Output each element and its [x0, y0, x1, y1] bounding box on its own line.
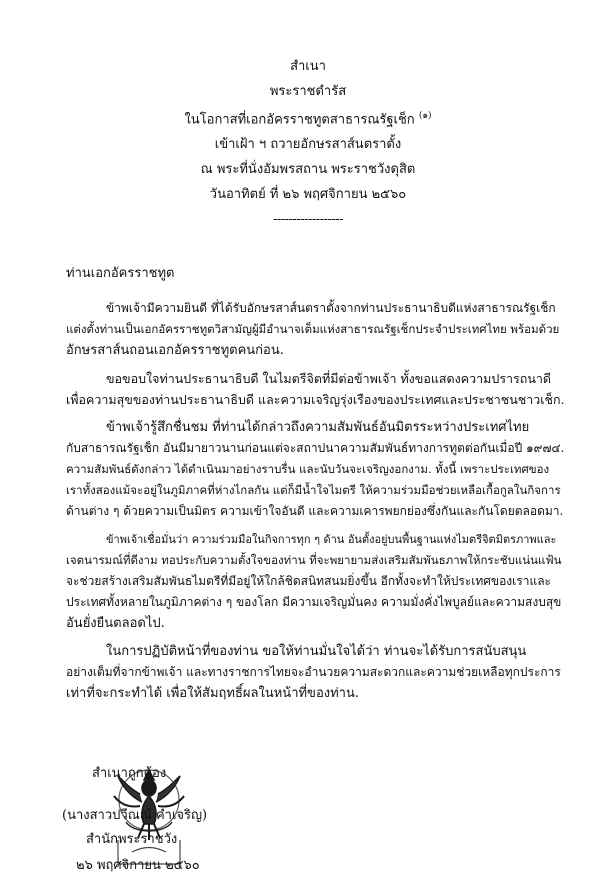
paragraph-line: อักษรสาส์นถอนเอกอัครราชทูตคนก่อน.: [66, 343, 284, 358]
paragraph-line: ในการปฏิบัติหน้าที่ของท่าน ขอให้ท่านมั่นใจได้ว่า ท่านจะได้รับการสนับสนุน: [106, 644, 527, 659]
paragraph-line: แต่งตั้งท่านเป็นเอกอัครราชทูตวิสามัญผู้มีอำนาจเต็มแห่งสาธารณรัฐเช็กประจำประเทศไทย พร้อมด้วย: [66, 322, 560, 336]
paragraph-line: เราทั้งสองแม้จะอยู่ในภูมิภาคที่ห่างไกลกัน แต่ก็มีน้ำใจไมตรี ให้ความร่วมมือช่วยเหลือเกื้อกูลในกิจการ: [66, 483, 561, 497]
occasion-line: [0, 104, 616, 132]
paragraph-line: ประเทศทั้งหลายในภูมิภาคต่าง ๆ ของโลก มีความเจริญมั่นคง ความมั่งคั่งไพบูลย์และความสงบสุข: [66, 595, 562, 609]
paragraph-line: ขอขอบใจท่านประธานาธิบดี ในไมตรีจิตที่มีต่อข้าพเจ้า ทั้งขอแสดงความปรารถนาดี: [106, 371, 552, 386]
document-heading: [0, 54, 616, 232]
speech-paragraph: [66, 368, 566, 410]
venue-line: ณ พระที่นั่งอัมพรสถาน พระราชวังดุสิต: [200, 162, 416, 178]
paragraph-line: เพื่อความสุขของท่านประธานาธิบดี และความเจริญรุ่งเรืองของประเทศและประชาชนชาวเช็ก.: [66, 392, 565, 407]
paragraph-line: เจตนารมณ์ที่ดีงาม ทอประกับความตั้งใจของท่าน ที่จะพยายามส่งเสริมสัมพันธภาพให้กระชับแน่นแฟ้น: [66, 553, 562, 567]
paragraph-line: ข้าพเจ้ารู้สึกชื่นชม ที่ท่านได้กล่าวถึงความสัมพันธ์อันมิตรระหว่างประเทศไทย: [106, 420, 530, 435]
occasion-text: ในโอกาสที่เอกอัครราชทูตสาธารณรัฐเช็ก: [184, 112, 415, 128]
certified-copy-label: สำเนาถูกต้อง: [92, 766, 167, 781]
speech-body: [66, 298, 566, 711]
salutation: ท่านเอกอัครราชทูต: [66, 266, 175, 281]
paragraph-line: จะช่วยสร้างเสริมสัมพันธไมตรีที่มีอยู่ให้ใกล้ชิดสนิทสนมยิ่งขึ้น อีกทั้งจะทำให้ประเทศของเราและ: [66, 574, 551, 588]
speech-paragraph: [66, 641, 566, 704]
speech-paragraph: [66, 298, 566, 361]
audience-line: เข้าเฝ้า ฯ ถวายอักษรสาส์นตราตั้ง: [214, 137, 402, 153]
paragraph-line: อย่างเต็มที่จากข้าพเจ้า และทางราชการไทยจะอำนวยความสะดวกและความช่วยเหลือทุกประการ: [66, 665, 561, 679]
signature-date: ๒๖ พฤศจิกายน ๒๕๖๐: [76, 858, 200, 873]
signature-block: [62, 756, 252, 876]
office-name: สำนักพระราชวัง: [86, 832, 178, 847]
paragraph-line: ความสัมพันธ์ดังกล่าว ได้ดำเนินมาอย่างราบรื่น และนับวันจะเจริญงอกงาม. ทั้งนี้ เพราะประเทศของ: [66, 462, 550, 476]
paragraph-line: อันยั่งยืนตลอดไป.: [66, 616, 165, 631]
paragraph-line: ข้าพเจ้ามีความยินดี ที่ได้รับอักษรสาส์นตราตั้งจากท่านประธานาธิบดีแห่งสาธารณรัฐเช็ก: [106, 301, 556, 315]
date-line: วันอาทิตย์ ที่ ๒๖ พฤศจิกายน ๒๕๖๐: [209, 187, 407, 203]
speech-paragraph: [66, 417, 566, 522]
paragraph-line: ข้าพเจ้าเชื่อมั่นว่า ความร่วมมือในกิจการทุก ๆ ด้าน อันตั้งอยู่บนพื้นฐานแห่งไมตรีจิตมิตรภาพและ: [106, 533, 557, 546]
paragraph-line: กับสาธารณรัฐเช็ก อันมีมายาวนานก่อนแต่จะสถาปนาความสัมพันธ์ทางการทูตต่อกันเมื่อปี ๑๙๗๔.: [66, 441, 565, 455]
copy-label: สำเนา: [290, 59, 326, 74]
heading-divider: ------------------: [272, 212, 344, 228]
paragraph-line: ด้านต่าง ๆ ด้วยความเป็นมิตร ความเข้าใจอันดี และความเคารพยกย่องซึ่งกันและกันโดยตลอดมา.: [66, 504, 564, 518]
paragraph-line: เท่าที่จะกระทำได้ เพื่อให้สัมฤทธิ์ผลในหน้าที่ของท่าน.: [66, 686, 359, 701]
signatory-name: (นางสาวปวีณณ์ คำเจริญ): [62, 808, 208, 823]
speech-title: พระราชดำรัส: [269, 84, 347, 99]
speech-paragraph: [66, 529, 566, 634]
footnote-mark: (๑): [418, 111, 432, 121]
